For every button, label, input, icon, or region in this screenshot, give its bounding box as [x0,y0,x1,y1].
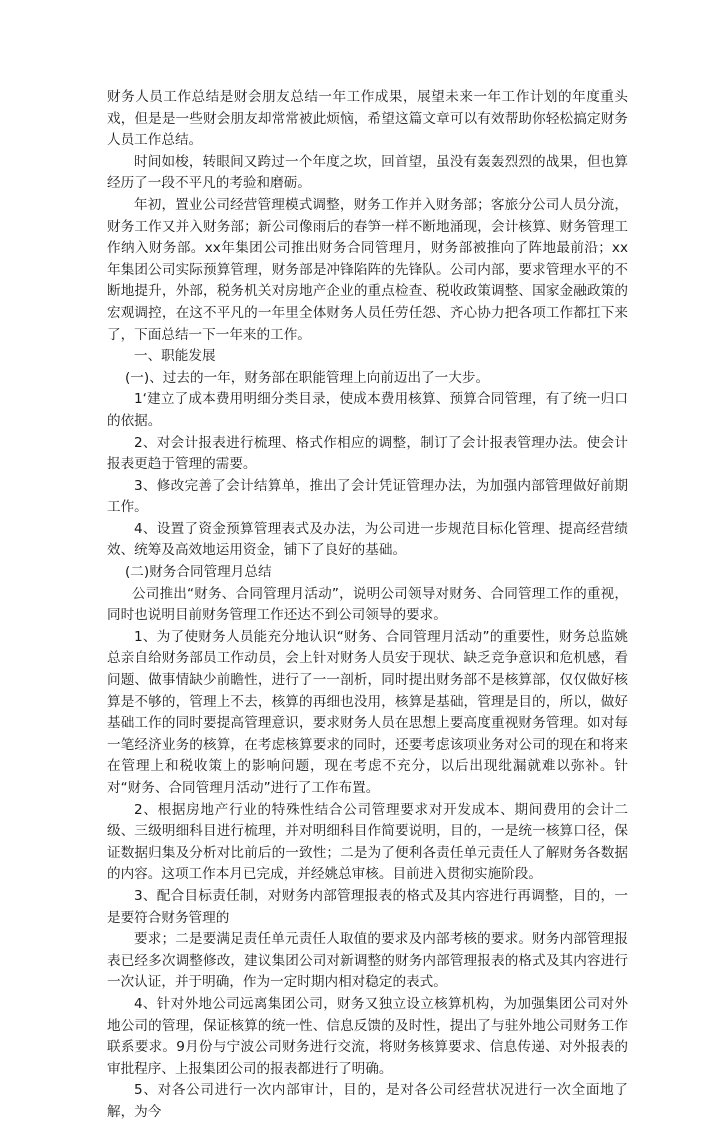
list-item: 5、对各公司进行一次内部审计，目的，是对各公司经营状况进行一次全面地了解，为今 [107,1082,628,1120]
subsection-heading: (一)、过去的一年，财务部在职能管理上向前迈出了一大步。 [125,369,490,386]
list-item: 4、针对外地公司远离集团公司，财务又独立设立核算机构，为加强集团公司对外地公司的管理，保证核算的统一性、信息反馈的及时性，提出了与驻外地公司财务工作联系要求。9月份与宁波公司财务进行交流，将财务核算要求、信息传递、对外报表的审批程序、上报集团公司的报表都进行了明确。 [107,995,628,1077]
list-item: 4、设置了资金预算管理表式及办法，为公司进一步规范目标化管理、提高经营绩效、统筹及高效地运用资金，铺下了良好的基础。 [107,520,628,559]
list-item: 1、为了使财务人员能充分地认识“财务、合同管理月活动”的重要性，财务总监姚总亲自给财务部员工作动员，会上针对财务人员安于现状、缺乏竞争意识和危机感，看问题、做事情缺少前瞻性，进行了一一剖析，同时提出财务部不是核算部，仅仅做好核算是不够的，管理上不去，核算的再细也没用，核算是基础，管理是目的，所以，做好基础工作的同时要提高管理意识，要求财务人员在思想上要高度重视财务管理。如对每一笔经济业务的核算，在考虑核算要求的同时，还要考虑该项业务对公司的现在和将来在管理上和税收策上的影响问题，现在考虑不充分，以后出现纰漏就难以弥补。针对“财务、合同管理月活动”进行了工作布置。 [107,628,628,796]
subsection-heading: (二)财务合同管理月总结 [125,564,272,581]
list-item: 3、配合目标责任制，对财务内部管理报表的格式及其内容进行再调整，目的，一是要符合财务管理的 [107,887,628,926]
body-paragraph: 要求；二是要满足责任单元责任人取值的要求及内部考核的要求。财务内部管理报表已经多次调整修改，建议集团公司对新调整的财务内部管理报表的格式及其内容进行一次认证，并于明确，作为一定时期内相对稳定的表式。 [107,931,628,991]
list-item: 3、修改完善了会计结算单，推出了会计凭证管理办法，为加强内部管理做好前期工作。 [107,477,628,516]
intro-paragraph: 财务人员工作总结是财会朋友总结一年工作成果，展望未来一年工作计划的年度重头戏，但是是一些财会朋友却常常被此烦恼，希望这篇文章可以有效帮助你轻松搞定财务人员工作总结。 [107,89,628,149]
list-item: 2、根据房地产行业的特殊性结合公司管理要求对开发成本、期间费用的会计二级、三级明细科目进行梳理，并对明细科目作简要说明，目的，一是统一核算口径，保证数据归集及分析对比前后的一致性；二是为了便利各责任单元责任人了解财务各数据的内容。这项工作本月已完成，并经姚总审核。目前进入贯彻实施阶段。 [107,801,628,883]
body-paragraph: 年初，置业公司经营管理模式调整，财务工作并入财务部；客旅分公司人员分流，财务工作又并入财务部；新公司像雨后的春笋一样不断地涌现，会计核算、财务管理工作纳入财务部。xx年集团公司推出财务合同管理月，财务部被推向了阵地最前沿；xx年集团公司实际预算管理，财务部是冲锋陷阵的先锋队。公司内部，要求管理水平的不断地提升，外部，税务机关对房地产企业的重点检查、税收政策调整、国家金融政策的宏观调控，在这不平凡的一年里全体财务人员任劳任怨、齐心协力把各项工作都扛下来了，下面总结一下一年来的工作。 [107,196,628,343]
body-paragraph: 时间如梭，转眼间又跨过一个年度之坎，回首望，虽没有轰轰烈烈的战果，但也算经历了一段不平凡的考验和磨砺。 [107,153,628,192]
list-item: 2、对会计报表进行梳理、格式作相应的调整，制订了会计报表管理办法。使会计报表更趋于管理的需要。 [107,434,628,473]
list-item: 1‘建立了成本费用明细分类目录，使成本费用核算、预算合同管理，有了统一归口的依据。 [107,391,628,429]
section-heading: 一、职能发展 [134,348,216,365]
body-paragraph: 公司推出“财务、合同管理月活动”，说明公司领导对财务、合同管理工作的重视，同时也说明目前财务管理工作还达不到公司领导的要求。 [107,585,628,624]
